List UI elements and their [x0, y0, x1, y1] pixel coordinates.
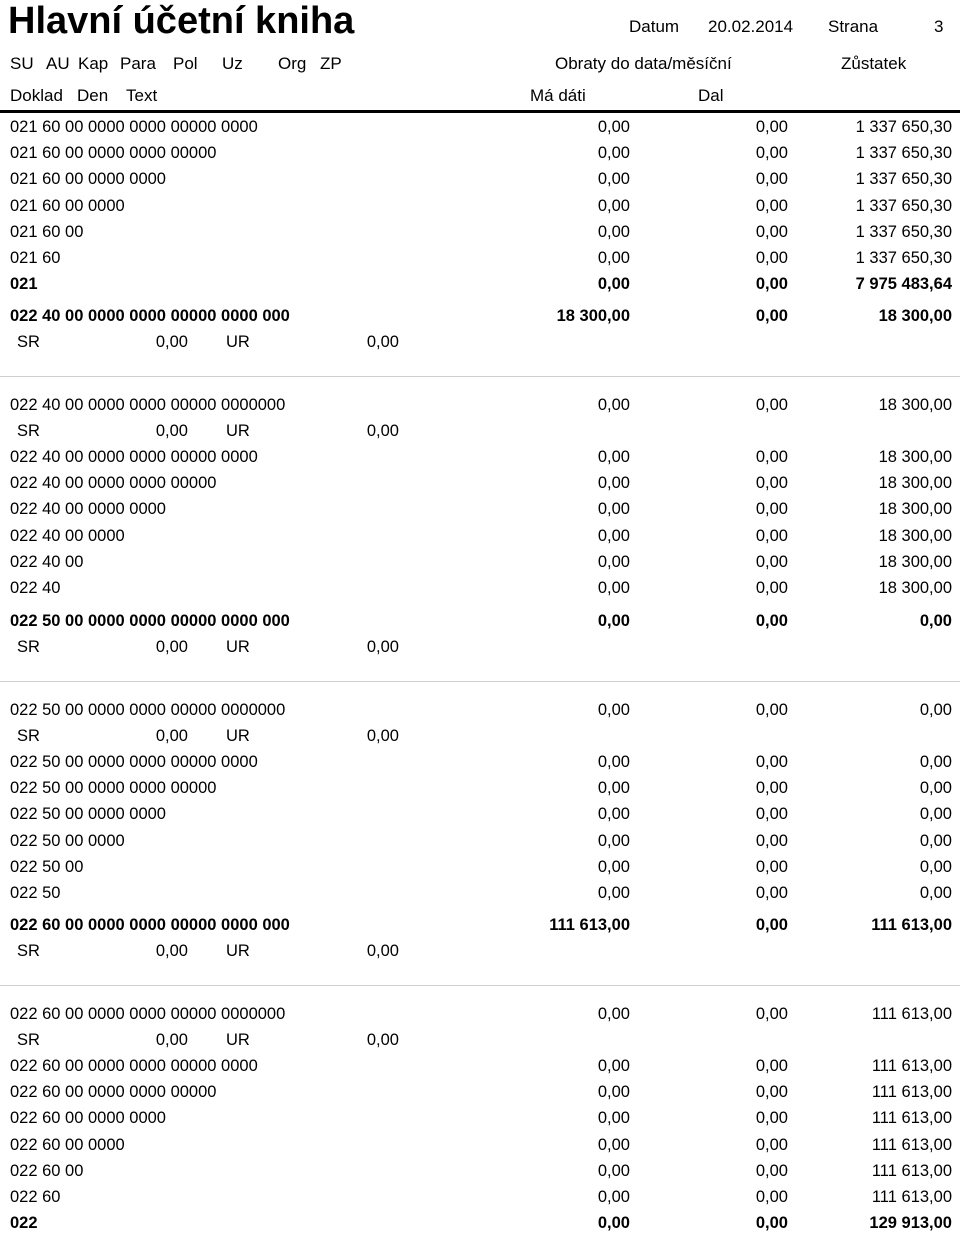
col-ma-dati: Má dáti: [530, 86, 586, 105]
sr-label: SR: [17, 942, 40, 960]
account-code: 022 50 00 0000 0000 00000 0000: [10, 753, 258, 771]
col-au: AU: [46, 54, 70, 73]
account-code: 022 40 00 0000 0000 00000 0000000: [10, 396, 286, 414]
ma-dati-value: 0,00: [597, 196, 630, 215]
account-code: 022 60 00 0000 0000 00000 0000000: [10, 1005, 286, 1023]
dal-value: 0,00: [755, 1109, 788, 1128]
sr-value: 0,00: [155, 727, 188, 745]
section-divider: [0, 681, 960, 682]
ma-dati-value: 0,00: [597, 474, 630, 493]
account-code: 022 60 00: [10, 1161, 84, 1180]
dal-value: 0,00: [755, 1188, 788, 1206]
ma-dati-value: 0,00: [597, 249, 630, 267]
account-code: 022 50 00 0000 0000 00000 0000000: [10, 701, 286, 719]
zustatek-value: 18 300,00: [878, 579, 952, 597]
account-code: 022 40 00 0000 0000 00000: [10, 474, 217, 493]
ur-value: 0,00: [366, 942, 399, 960]
ma-dati-value: 0,00: [597, 1214, 630, 1233]
ma-dati-value: 0,00: [597, 1135, 630, 1154]
report-title: Hlavní účetní kniha: [8, 0, 355, 42]
dal-value: 0,00: [755, 552, 788, 571]
ma-dati-value: 0,00: [597, 579, 630, 597]
ur-label: UR: [226, 422, 250, 440]
zustatek-value: 111 613,00: [871, 1188, 952, 1206]
account-code: 022 60: [10, 1188, 61, 1206]
ma-dati-value: 0,00: [597, 1109, 630, 1128]
dal-value: 0,00: [755, 1161, 788, 1180]
ma-dati-value: 0,00: [597, 701, 630, 719]
zustatek-value: 1 337 650,30: [855, 249, 952, 267]
dal-value: 0,00: [755, 1135, 788, 1154]
ma-dati-value: 0,00: [597, 552, 630, 571]
zustatek-value: 0,00: [919, 779, 952, 798]
ur-value: 0,00: [366, 1031, 399, 1049]
ur-value: 0,00: [366, 333, 399, 351]
ma-dati-value: 0,00: [597, 857, 630, 876]
sr-value: 0,00: [155, 638, 188, 656]
account-code: 022 60 00 0000 0000 00000: [10, 1083, 217, 1102]
dal-value: 0,00: [755, 753, 788, 771]
ma-dati-value: 0,00: [597, 448, 630, 466]
account-code: 022 40 00 0000 0000: [10, 500, 166, 519]
col-su: SU: [10, 54, 34, 73]
account-code: 021 60: [10, 249, 61, 267]
account-code: 021 60 00 0000 0000: [10, 170, 166, 189]
account-code: 022 60 00 0000 0000 00000 0000 000: [10, 916, 290, 934]
col-zp: ZP: [320, 54, 342, 73]
zustatek-value: 111 613,00: [871, 1083, 952, 1102]
ur-value: 0,00: [366, 638, 399, 656]
col-org: Org: [278, 54, 307, 73]
zustatek-value: 0,00: [919, 701, 952, 719]
account-code: 022 50 00 0000 0000 00000 0000 000: [10, 612, 290, 630]
zustatek-value: 1 337 650,30: [855, 118, 952, 136]
dal-value: 0,00: [755, 805, 788, 824]
col-zustatek: Zůstatek: [841, 54, 907, 73]
ur-label: UR: [226, 727, 250, 745]
ur-label: UR: [226, 1031, 250, 1049]
dal-value: 0,00: [755, 196, 788, 215]
zustatek-value: 18 300,00: [878, 448, 952, 466]
dal-value: 0,00: [755, 1057, 788, 1075]
ma-dati-value: 0,00: [597, 526, 630, 545]
ma-dati-value: 0,00: [597, 500, 630, 519]
ur-value: 0,00: [366, 727, 399, 745]
dal-value: 0,00: [755, 275, 788, 294]
zustatek-value: 0,00: [919, 857, 952, 876]
account-code: 021 60 00 0000 0000 00000: [10, 144, 217, 163]
zustatek-value: 1 337 650,30: [855, 144, 952, 163]
ur-label: UR: [226, 333, 250, 351]
dal-value: 0,00: [755, 448, 788, 466]
dal-value: 0,00: [755, 579, 788, 597]
account-code: 021 60 00 0000: [10, 196, 125, 215]
zustatek-value: 18 300,00: [878, 500, 952, 519]
zustatek-value: 1 337 650,30: [855, 222, 952, 241]
sr-value: 0,00: [155, 942, 188, 960]
datum-label: Datum: [629, 17, 680, 36]
col-dal: Dal: [698, 86, 724, 105]
datum-value: 20.02.2014: [708, 17, 794, 36]
account-code: 022 50 00 0000: [10, 831, 125, 850]
dal-value: 0,00: [755, 500, 788, 519]
sr-value: 0,00: [155, 333, 188, 351]
dal-value: 0,00: [755, 118, 788, 136]
ma-dati-value: 0,00: [597, 831, 630, 850]
col-para: Para: [120, 54, 156, 73]
ma-dati-value: 0,00: [597, 170, 630, 189]
dal-value: 0,00: [755, 916, 788, 934]
header-rule: [0, 110, 960, 113]
strana-label: Strana: [828, 17, 879, 36]
account-code: 022 40 00 0000: [10, 526, 125, 545]
ma-dati-value: 0,00: [597, 1005, 630, 1023]
zustatek-value: 111 613,00: [871, 1109, 952, 1128]
zustatek-value: 111 613,00: [871, 916, 952, 934]
col-doklad: Doklad: [10, 86, 63, 105]
sr-value: 0,00: [155, 1031, 188, 1049]
col-uz: Uz: [222, 54, 243, 73]
account-code: 022 50 00 0000 0000: [10, 805, 166, 824]
ur-label: UR: [226, 942, 250, 960]
zustatek-value: 0,00: [919, 612, 952, 630]
zustatek-value: 0,00: [919, 831, 952, 850]
account-code: 022 40: [10, 579, 61, 597]
col-den: Den: [77, 86, 109, 105]
zustatek-value: 111 613,00: [871, 1161, 952, 1180]
ma-dati-value: 18 300,00: [556, 307, 630, 325]
ma-dati-value: 0,00: [597, 396, 630, 414]
account-code: 022 60 00 0000 0000 00000 0000: [10, 1057, 258, 1075]
account-code: 022 50 00: [10, 857, 84, 876]
account-code: 022: [10, 1214, 38, 1233]
sr-label: SR: [17, 638, 40, 656]
account-code: 021 60 00: [10, 222, 84, 241]
dal-value: 0,00: [755, 144, 788, 163]
zustatek-value: 0,00: [919, 884, 952, 902]
dal-value: 0,00: [755, 612, 788, 630]
account-code: 021: [10, 275, 38, 294]
account-code: 022 40 00: [10, 552, 84, 571]
dal-value: 0,00: [755, 526, 788, 545]
sr-label: SR: [17, 422, 40, 440]
ma-dati-value: 0,00: [597, 1083, 630, 1102]
dal-value: 0,00: [755, 396, 788, 414]
zustatek-value: 0,00: [919, 805, 952, 824]
zustatek-value: 111 613,00: [871, 1135, 952, 1154]
ma-dati-value: 0,00: [597, 275, 630, 294]
account-code: 022 60 00 0000 0000: [10, 1109, 166, 1128]
dal-value: 0,00: [755, 884, 788, 902]
sr-label: SR: [17, 1031, 40, 1049]
account-code: 022 40 00 0000 0000 00000 0000: [10, 448, 258, 466]
dal-value: 0,00: [755, 1083, 788, 1102]
zustatek-value: 1 337 650,30: [855, 196, 952, 215]
ma-dati-value: 0,00: [597, 753, 630, 771]
zustatek-value: 18 300,00: [878, 396, 952, 414]
dal-value: 0,00: [755, 1005, 788, 1023]
zustatek-value: 111 613,00: [871, 1005, 952, 1023]
ma-dati-value: 0,00: [597, 222, 630, 241]
dal-value: 0,00: [755, 170, 788, 189]
dal-value: 0,00: [755, 831, 788, 850]
account-code: 022 40 00 0000 0000 00000 0000 000: [10, 307, 290, 325]
ma-dati-value: 0,00: [597, 144, 630, 163]
account-code: 022 50 00 0000 0000 00000: [10, 779, 217, 798]
dal-value: 0,00: [755, 474, 788, 493]
col-kap: Kap: [78, 54, 109, 73]
dal-value: 0,00: [755, 307, 788, 325]
ma-dati-value: 0,00: [597, 884, 630, 902]
col-text: Text: [126, 86, 158, 105]
col-pol: Pol: [173, 54, 198, 73]
zustatek-value: 129 913,00: [869, 1214, 952, 1233]
account-code: 022 50: [10, 884, 61, 902]
zustatek-value: 18 300,00: [878, 552, 952, 571]
account-code: 022 60 00 0000: [10, 1135, 125, 1154]
sr-label: SR: [17, 333, 40, 351]
ma-dati-value: 0,00: [597, 612, 630, 630]
zustatek-value: 18 300,00: [878, 307, 952, 325]
col-obraty: Obraty do data/měsíční: [555, 54, 732, 73]
ur-value: 0,00: [366, 422, 399, 440]
dal-value: 0,00: [755, 701, 788, 719]
zustatek-value: 18 300,00: [878, 526, 952, 545]
ma-dati-value: 0,00: [597, 118, 630, 136]
zustatek-value: 111 613,00: [871, 1057, 952, 1075]
dal-value: 0,00: [755, 1214, 788, 1233]
ma-dati-value: 0,00: [597, 1161, 630, 1180]
ma-dati-value: 0,00: [597, 1188, 630, 1206]
ma-dati-value: 111 613,00: [549, 916, 630, 934]
zustatek-value: 1 337 650,30: [855, 170, 952, 189]
strana-value: 3: [934, 17, 944, 36]
ma-dati-value: 0,00: [597, 1057, 630, 1075]
sr-label: SR: [17, 727, 40, 745]
zustatek-value: 7 975 483,64: [855, 275, 952, 294]
dal-value: 0,00: [755, 222, 788, 241]
dal-value: 0,00: [755, 779, 788, 798]
zustatek-value: 0,00: [919, 753, 952, 771]
ur-label: UR: [226, 638, 250, 656]
zustatek-value: 18 300,00: [878, 474, 952, 493]
ma-dati-value: 0,00: [597, 779, 630, 798]
section-divider: [0, 985, 960, 986]
dal-value: 0,00: [755, 249, 788, 267]
sr-value: 0,00: [155, 422, 188, 440]
section-divider: [0, 376, 960, 377]
dal-value: 0,00: [755, 857, 788, 876]
ma-dati-value: 0,00: [597, 805, 630, 824]
account-code: 021 60 00 0000 0000 00000 0000: [10, 118, 258, 136]
